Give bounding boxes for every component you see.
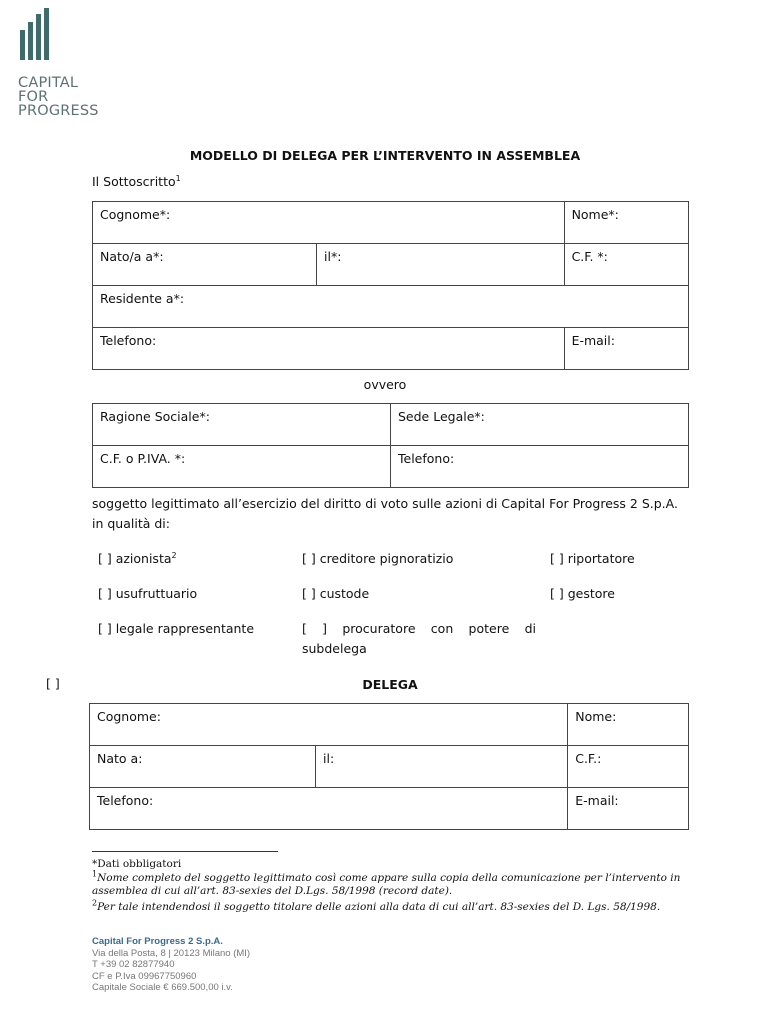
legitimation-text: soggetto legittimato all’esercizio del diritto di voto sulle azioni di Capital For Progress 2 S.p.A. in qualità di: [92,496,678,531]
company-vat: CF e P.Iva 09967750960 [92,970,197,982]
footnote-2: $^2$Per tale intendendosi il soggetto titolare delle azioni alla data di cui all’art. 83-sexies del D. Lgs. 58/1998. [92,898,661,913]
delegate-name-field[interactable]: Nome: [568,704,689,746]
logo-line-3: PROGRESS [18,103,99,119]
tax-code-field[interactable]: C.F. *: [564,244,688,286]
option-usufruttuario[interactable]: [ ] usufruttuario [98,586,198,601]
company-capital: Capitale Sociale € 669.500,00 i.v. [92,982,233,993]
option-legale[interactable]: [ ] legale rappresentante [98,621,255,636]
undersigned-label: Il Sottoscritto$^1$ [92,173,181,189]
birthdate-field[interactable]: il*: [317,244,565,286]
company-logo [18,8,138,118]
company-name: Capital For Progress 2 S.p.A. [92,936,223,947]
company-phone-field[interactable]: Telefono: [391,446,689,488]
company-info [92,936,250,994]
company-phone: T +39 02 82877940 [92,959,175,970]
company-name-field[interactable]: Ragione Sociale*: [93,404,391,446]
registered-office-field[interactable]: Sede Legale*: [391,404,689,446]
footnote-divider [92,851,278,852]
logo-line-2: FOR [18,89,49,105]
option-azionista[interactable]: [ ] azionista$^2$ [98,550,177,566]
option-procuratore-cont: subdelega [302,641,367,656]
company-address: Via della Posta, 8 | 20123 Milano (MI) [92,947,251,959]
delegate-birthplace-field[interactable]: Nato a: [90,746,316,788]
footnote-required: *Dati obbligatori [92,858,182,870]
delegate-email-field[interactable]: E-mail: [568,788,689,830]
name-field[interactable]: Nome*: [564,202,688,244]
option-custode[interactable]: [ ] custode [302,586,370,601]
company-form [92,403,689,488]
delega-title: DELEGA [362,677,418,692]
delegate-tax-code-field[interactable]: C.F.: [568,746,689,788]
delegate-phone-field[interactable]: Telefono: [90,788,568,830]
option-procuratore[interactable]: [ ] procuratore con potere di [302,621,536,636]
company-vat-field[interactable]: C.F. o P.IVA. *: [93,446,391,488]
logo-bars-icon [18,8,138,60]
logo-line-1: CAPITAL [18,75,79,91]
surname-field[interactable]: Cognome*: [93,202,565,244]
delega-checkbox[interactable]: [ ] [46,676,60,691]
option-gestore[interactable]: [ ] gestore [550,586,615,601]
delegate-form [89,703,689,830]
ovvero-label: ovvero [363,377,407,392]
option-riportatore[interactable]: [ ] riportatore [550,551,635,566]
birthplace-field[interactable]: Nato/a a*: [93,244,317,286]
delegate-surname-field[interactable]: Cognome: [90,704,568,746]
email-field[interactable]: E-mail: [564,328,688,370]
person-form [92,201,689,370]
document-title: MODELLO DI DELEGA PER L’INTERVENTO IN ASSEMBLEA [189,148,581,163]
residence-field[interactable]: Residente a*: [93,286,689,328]
phone-field[interactable]: Telefono: [93,328,565,370]
delegate-birthdate-field[interactable]: il: [316,746,568,788]
footnote-1: $^1$Nome completo del soggetto legittimato così come appare sulla copia della comunicazione per l’intervento in assemblea di cui all’art. 83-sexies del D.Lgs. 58/1998 (record date). [92,869,681,897]
option-creditore[interactable]: [ ] creditore pignoratizio [302,551,454,566]
